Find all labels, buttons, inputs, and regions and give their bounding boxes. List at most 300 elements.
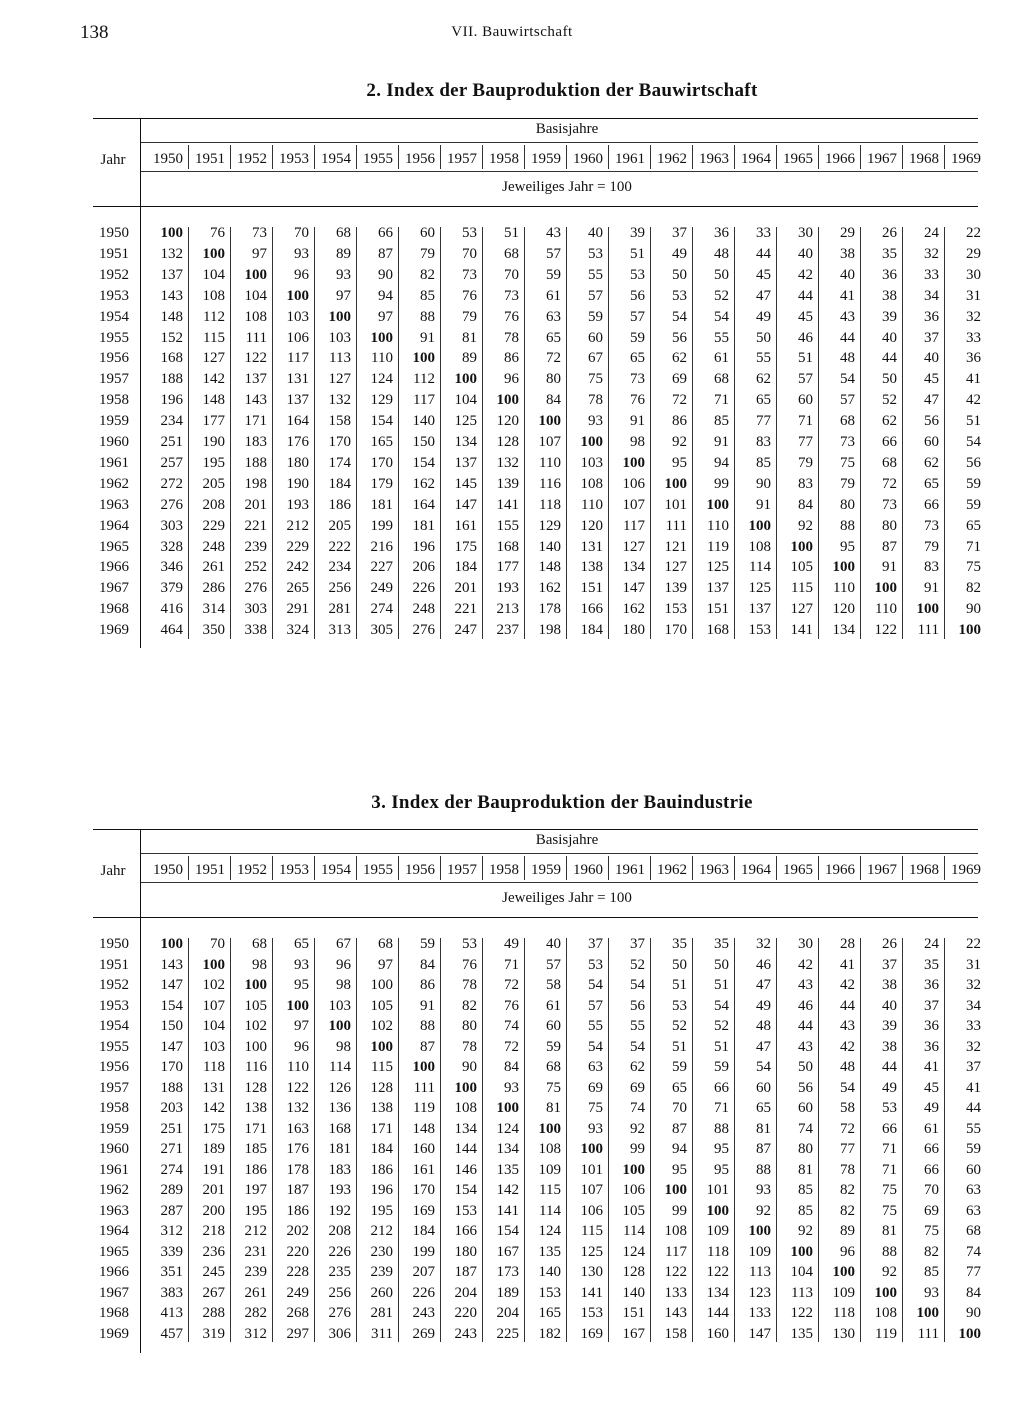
table-cell: 90	[966, 601, 981, 618]
table-cell: 124	[622, 1243, 645, 1260]
table-cell: 73	[882, 496, 897, 513]
table-cell: 93	[924, 1284, 939, 1301]
table-cell: 87	[420, 1038, 435, 1055]
row-year: 1964	[99, 1223, 129, 1239]
table-cell: 103	[286, 308, 309, 325]
table-cell: 126	[328, 1079, 351, 1096]
table-cell: 80	[882, 517, 897, 534]
table-cell: 99	[630, 1141, 645, 1157]
table-cell: 84	[546, 392, 561, 409]
table-cell: 110	[287, 1059, 309, 1075]
table-cell: 95	[714, 1141, 729, 1157]
table-cell: 154	[160, 997, 183, 1014]
table-cell: 141	[580, 1284, 603, 1301]
table-cell: 81	[756, 1120, 771, 1137]
table-cell: 115	[371, 1059, 393, 1075]
table-cell: 148	[202, 392, 225, 409]
table-cell: 147	[160, 1038, 183, 1055]
table-cell: 92	[798, 517, 813, 534]
table-cell: 141	[790, 622, 813, 639]
table-cell: 186	[328, 496, 351, 513]
table-cell: 171	[370, 1120, 393, 1137]
table-cell: 142	[202, 1100, 225, 1116]
table-cell: 76	[462, 956, 477, 973]
column-divider	[692, 856, 693, 880]
table-cell: 50	[672, 266, 687, 283]
table-cell: 54	[840, 1079, 855, 1096]
table-cell: 207	[412, 1264, 435, 1280]
table-cell: 36	[924, 1038, 939, 1055]
table-cell: 54	[630, 1038, 645, 1055]
table-cell: 93	[294, 245, 309, 262]
column-divider	[314, 145, 315, 169]
table-cell: 90	[462, 1059, 477, 1075]
table-cell: 81	[882, 1223, 897, 1239]
table-cell: 193	[286, 496, 309, 513]
table-cell: 30	[798, 936, 813, 952]
table-cell: 153	[538, 1284, 561, 1301]
table-cell: 249	[286, 1284, 309, 1301]
table-cell: 87	[378, 245, 393, 262]
row-year: 1966	[99, 1264, 129, 1280]
table-cell: 170	[328, 434, 351, 450]
row-header: Jahr	[100, 152, 126, 168]
table-cell: 193	[496, 580, 519, 597]
table-cell: 104	[244, 287, 267, 304]
row-year: 1960	[99, 434, 129, 450]
table-cell: 139	[664, 580, 687, 597]
table-cell: 39	[882, 1018, 897, 1034]
row-year: 1955	[99, 1038, 129, 1055]
table-row	[93, 390, 981, 411]
table-cell: 103	[328, 329, 351, 346]
table-cell: 100	[874, 1284, 897, 1301]
table-cell: 145	[454, 475, 477, 492]
row-year: 1957	[99, 371, 129, 388]
table-cell: 67	[588, 350, 603, 367]
table-cell: 119	[707, 538, 729, 555]
table-cell: 226	[412, 580, 435, 597]
table-cell: 190	[286, 475, 309, 492]
column-divider	[608, 938, 609, 1342]
table-row	[93, 1262, 981, 1283]
table-cell: 276	[160, 496, 183, 513]
table-cell: 97	[294, 1018, 309, 1034]
table-cell: 44	[798, 1018, 813, 1034]
base-year-header: 1960	[573, 862, 603, 878]
table-cell: 162	[538, 580, 561, 597]
table-cell: 59	[546, 1038, 561, 1055]
table-cell: 48	[840, 350, 855, 367]
base-year-header: 1962	[657, 151, 687, 167]
table-cell: 100	[328, 1018, 351, 1034]
table-cell: 109	[748, 1243, 771, 1260]
table-cell: 225	[496, 1325, 519, 1342]
table-cell: 55	[714, 329, 729, 346]
table-cell: 48	[714, 245, 729, 262]
table-cell: 35	[924, 956, 939, 973]
table-cell: 276	[244, 580, 267, 597]
table-cell: 98	[336, 1038, 351, 1055]
table-cell: 282	[244, 1305, 267, 1321]
base-year-header: 1950	[153, 862, 183, 878]
table-cell: 51	[630, 245, 645, 262]
header-divider	[141, 171, 978, 172]
table-cell: 60	[966, 1161, 981, 1178]
table-cell: 52	[672, 1018, 687, 1034]
table-cell: 167	[496, 1243, 519, 1260]
table-cell: 188	[160, 1079, 183, 1096]
table-row	[93, 432, 981, 453]
table-cell: 127	[664, 559, 687, 576]
table-cell: 127	[328, 371, 351, 388]
row-year: 1958	[99, 1100, 129, 1116]
table-cell: 61	[714, 350, 729, 367]
table-cell: 95	[714, 1161, 729, 1178]
table-cell: 39	[882, 308, 897, 325]
table-cell: 73	[462, 266, 477, 283]
base-year-header: 1966	[825, 862, 855, 878]
table-cell: 106	[580, 1202, 603, 1219]
header-divider	[141, 882, 978, 883]
table-cell: 127	[790, 601, 813, 618]
table-cell: 101	[664, 496, 687, 513]
table-cell: 45	[756, 266, 771, 283]
row-year: 1965	[99, 1243, 129, 1260]
table-cell: 104	[454, 392, 477, 409]
table-cell: 119	[413, 1100, 435, 1116]
table-top-rule	[93, 118, 978, 119]
table-cell: 94	[672, 1141, 687, 1157]
table-cell: 72	[546, 350, 561, 367]
table-cell: 104	[790, 1264, 813, 1280]
table-cell: 76	[462, 287, 477, 304]
table-cell: 260	[370, 1284, 393, 1301]
table-row	[93, 1242, 981, 1263]
table-cell: 37	[630, 936, 645, 952]
table-cell: 105	[370, 997, 393, 1014]
table-cell: 71	[882, 1161, 897, 1178]
table-cell: 78	[462, 977, 477, 993]
table-cell: 75	[546, 1079, 561, 1096]
table-cell: 195	[244, 1202, 267, 1219]
table-cell: 88	[840, 517, 855, 534]
table-cell: 231	[244, 1243, 267, 1260]
table-cell: 100	[622, 454, 645, 471]
table-cell: 80	[462, 1018, 477, 1034]
base-year-header: 1968	[909, 151, 939, 167]
table-cell: 110	[371, 350, 393, 367]
table-cell: 281	[370, 1305, 393, 1321]
table-cell: 303	[244, 601, 267, 618]
table-cell: 90	[378, 266, 393, 283]
row-year: 1967	[99, 580, 129, 597]
table-row	[93, 537, 981, 558]
table-row	[93, 620, 981, 641]
table-cell: 184	[454, 559, 477, 576]
table-cell: 53	[672, 997, 687, 1014]
table-cell: 96	[840, 1243, 855, 1260]
row-header: Jahr	[100, 863, 126, 879]
table-cell: 58	[546, 977, 561, 993]
table-cell: 100	[706, 496, 729, 513]
table-cell: 84	[798, 496, 813, 513]
base-year-header: 1954	[321, 151, 351, 167]
table-cell: 103	[202, 1038, 225, 1055]
table-cell: 68	[966, 1223, 981, 1239]
table-cell: 188	[244, 454, 267, 471]
table-cell: 100	[286, 287, 309, 304]
table-cell: 47	[756, 1038, 771, 1055]
table-cell: 91	[756, 496, 771, 513]
table-cell: 138	[580, 559, 603, 576]
column-divider	[902, 938, 903, 1342]
sub-header: Jeweiliges Jahr = 100	[502, 890, 632, 906]
table-cell: 83	[756, 434, 771, 450]
table-cell: 73	[630, 371, 645, 388]
base-year-header: 1956	[405, 151, 435, 167]
table-cell: 65	[756, 392, 771, 409]
table-cell: 183	[328, 1161, 351, 1178]
row-year: 1955	[99, 329, 129, 346]
column-divider	[356, 227, 357, 639]
table-cell: 86	[420, 977, 435, 993]
table-cell: 150	[412, 434, 435, 450]
table-cell: 193	[328, 1182, 351, 1198]
table-cell: 183	[244, 434, 267, 450]
table-cell: 68	[252, 936, 267, 952]
table-cell: 274	[370, 601, 393, 618]
table-cell: 50	[756, 329, 771, 346]
row-year: 1961	[99, 1161, 129, 1178]
table-cell: 111	[665, 517, 687, 534]
table-cell: 68	[840, 413, 855, 430]
base-year-header: 1961	[615, 151, 645, 167]
table-cell: 54	[756, 1059, 771, 1075]
table-cell: 204	[496, 1305, 519, 1321]
table-cell: 92	[798, 1223, 813, 1239]
table-cell: 99	[672, 1202, 687, 1219]
table-cell: 201	[202, 1182, 225, 1198]
table-cell: 154	[496, 1223, 519, 1239]
table-cell: 143	[244, 392, 267, 409]
row-year: 1966	[99, 559, 129, 576]
table-cell: 34	[966, 997, 981, 1014]
table-cell: 251	[160, 1120, 183, 1137]
table-cell: 100	[916, 1305, 939, 1321]
base-year-header: 1951	[195, 862, 225, 878]
table-cell: 123	[748, 1284, 771, 1301]
table-cell: 203	[160, 1100, 183, 1116]
table-cell: 94	[378, 287, 393, 304]
row-year: 1959	[99, 1120, 129, 1137]
table-cell: 177	[496, 559, 519, 576]
table-cell: 85	[420, 287, 435, 304]
table-cell: 47	[756, 287, 771, 304]
table-cell: 413	[160, 1305, 183, 1321]
table-cell: 167	[622, 1325, 645, 1342]
table-cell: 346	[160, 559, 183, 576]
table-cell: 54	[588, 977, 603, 993]
column-divider	[398, 145, 399, 169]
base-year-header: 1955	[363, 862, 393, 878]
column-divider	[356, 856, 357, 880]
table-cell: 195	[202, 454, 225, 471]
table-cell: 54	[672, 308, 687, 325]
table-cell: 42	[798, 266, 813, 283]
table-cell: 137	[160, 266, 183, 283]
table-cell: 144	[454, 1141, 477, 1157]
table-cell: 53	[588, 956, 603, 973]
table-cell: 70	[924, 1182, 939, 1198]
table-cell: 93	[504, 1079, 519, 1096]
table-cell: 107	[538, 434, 561, 450]
table-cell: 39	[630, 225, 645, 241]
table-cell: 57	[546, 245, 561, 262]
table-cell: 100	[664, 475, 687, 492]
table-cell: 197	[244, 1182, 267, 1198]
row-year: 1951	[99, 245, 129, 262]
table-row	[93, 474, 981, 495]
table-cell: 62	[756, 371, 771, 388]
table-cell: 134	[622, 559, 645, 576]
table-cell: 41	[966, 1079, 981, 1096]
table-cell: 100	[580, 1141, 603, 1157]
table-cell: 147	[454, 496, 477, 513]
column-divider	[440, 145, 441, 169]
table-cell: 40	[882, 997, 897, 1014]
table-cell: 138	[370, 1100, 393, 1116]
table-cell: 49	[756, 997, 771, 1014]
table-cell: 75	[924, 1223, 939, 1239]
table-cell: 68	[336, 225, 351, 241]
table-cell: 65	[294, 936, 309, 952]
table-cell: 100	[454, 1079, 477, 1096]
table-cell: 29	[840, 225, 855, 241]
table-cell: 128	[244, 1079, 267, 1096]
table-cell: 68	[714, 371, 729, 388]
column-divider	[398, 938, 399, 1342]
table-cell: 95	[672, 1161, 687, 1178]
row-year: 1953	[99, 287, 129, 304]
column-divider	[734, 145, 735, 169]
table-cell: 56	[630, 287, 645, 304]
table-cell: 102	[244, 1018, 267, 1034]
column-divider	[608, 856, 609, 880]
table-cell: 216	[370, 538, 393, 555]
table-cell: 269	[412, 1325, 435, 1342]
table-cell: 171	[244, 1120, 267, 1137]
table-cell: 196	[370, 1182, 393, 1198]
column-divider	[398, 227, 399, 639]
table-cell: 129	[370, 392, 393, 409]
table-cell: 91	[630, 413, 645, 430]
table-cell: 136	[328, 1100, 351, 1116]
base-year-header: 1955	[363, 151, 393, 167]
row-year: 1953	[99, 997, 129, 1014]
column-divider	[902, 145, 903, 169]
table-cell: 125	[748, 580, 771, 597]
table-cell: 89	[840, 1223, 855, 1239]
table-cell: 52	[714, 1018, 729, 1034]
table-cell: 51	[714, 1038, 729, 1055]
base-year-header: 1960	[573, 151, 603, 167]
table-cell: 106	[622, 1182, 645, 1198]
table-cell: 72	[882, 475, 897, 492]
table-cell: 191	[202, 1161, 225, 1178]
table-cell: 66	[882, 1120, 897, 1137]
table-cell: 188	[160, 371, 183, 388]
table-cell: 190	[202, 434, 225, 450]
table-cell: 54	[966, 434, 981, 450]
table-cell: 313	[328, 622, 351, 639]
column-divider	[272, 145, 273, 169]
table-cell: 55	[756, 350, 771, 367]
table-cell: 100	[916, 601, 939, 618]
table-row	[93, 1119, 981, 1140]
table-cell: 65	[546, 329, 561, 346]
table-cell: 81	[798, 1161, 813, 1178]
column-divider	[650, 145, 651, 169]
table-cell: 53	[882, 1100, 897, 1116]
table-cell: 71	[966, 538, 981, 555]
base-year-header: 1969	[951, 151, 981, 167]
table-cell: 85	[798, 1182, 813, 1198]
table-cell: 100	[328, 308, 351, 325]
column-divider	[188, 145, 189, 169]
table-cell: 59	[966, 496, 981, 513]
row-year: 1952	[99, 266, 129, 283]
table-cell: 83	[798, 475, 813, 492]
table-cell: 69	[630, 1079, 645, 1096]
table-cell: 171	[244, 413, 267, 430]
table-cell: 59	[630, 329, 645, 346]
table-cell: 67	[336, 936, 351, 952]
column-divider	[860, 227, 861, 639]
table-cell: 81	[462, 329, 477, 346]
table-cell: 92	[882, 1264, 897, 1280]
table-cell: 137	[244, 371, 267, 388]
table-cell: 70	[672, 1100, 687, 1116]
sub-header: Jeweiliges Jahr = 100	[502, 179, 632, 195]
table-cell: 68	[546, 1059, 561, 1075]
row-year: 1959	[99, 413, 129, 430]
table-cell: 166	[454, 1223, 477, 1239]
table-cell: 98	[336, 977, 351, 993]
table-cell: 114	[329, 1059, 351, 1075]
table-cell: 40	[798, 245, 813, 262]
table-cell: 31	[966, 287, 981, 304]
table-cell: 31	[966, 956, 981, 973]
table-cell: 180	[622, 622, 645, 639]
table-cell: 88	[420, 1018, 435, 1034]
table-cell: 47	[756, 977, 771, 993]
table-cell: 100	[202, 245, 225, 262]
column-divider	[944, 856, 945, 880]
table-cell: 265	[286, 580, 309, 597]
row-year: 1965	[99, 538, 129, 555]
base-year-header: 1963	[699, 151, 729, 167]
table-cell: 30	[798, 225, 813, 241]
table-cell: 163	[286, 1120, 309, 1137]
header-divider	[141, 853, 978, 854]
table-cell: 112	[413, 371, 435, 388]
table-cell: 153	[748, 622, 771, 639]
table-cell: 94	[714, 454, 729, 471]
table-cell: 181	[328, 1141, 351, 1157]
column-divider	[944, 227, 945, 639]
table-row	[93, 453, 981, 474]
